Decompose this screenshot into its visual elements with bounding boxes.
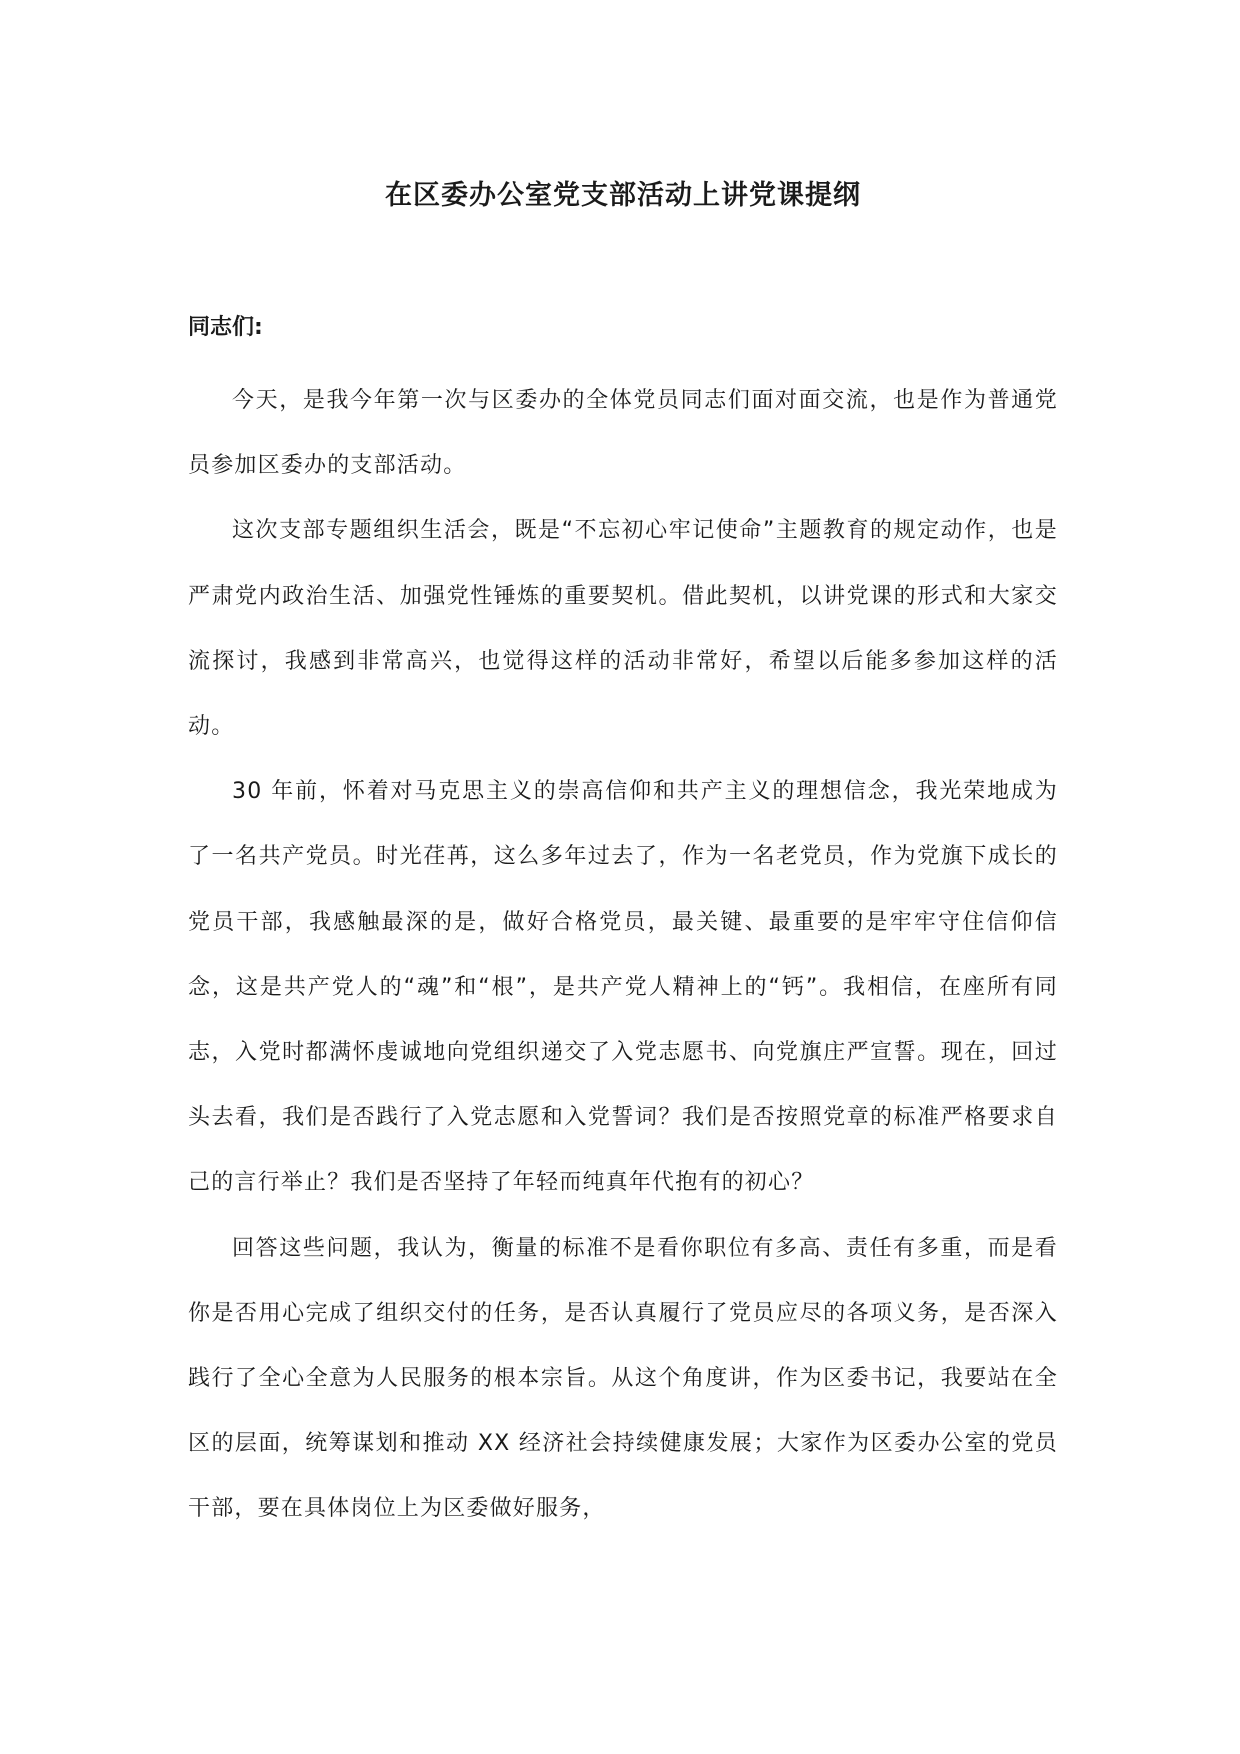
document-title: 在区委办公室党支部活动上讲党课提纲: [385, 180, 861, 211]
paragraph-3: 30 年前，怀着对马克思主义的崇高信仰和共产主义的理想信念，我光荣地成为了一名共产党员。时光荏苒，这么多年过去了，作为一名老党员，作为党旗下成长的党员干部，我感触最深的是，做好合格党员，最关键、最重要的是牢牢守住信仰信念，这是共产党人的“魂”和“根”，是共产党人精神上的“钙”。我相信，在座所有同志，入党时都满怀虔诚地向党组织递交了入党志愿书、向党旗庄严宣誓。现在，回过头去看，我们是否践行了入党志愿和入党誓词？我们是否按照党章的标准严格要求自己的言行举止？我们是否坚持了年轻而纯真年代抱有的初心？: [188, 779, 1058, 1196]
paragraph-1: 今天，是我今年第一次与区委办的全体党员同志们面对面交流，也是作为普通党员参加区委办的支部活动。: [188, 388, 1058, 479]
paragraph-4: 回答这些问题，我认为，衡量的标准不是看你职位有多高、责任有多重，而是看你是否用心完成了组织交付的任务，是否认真履行了党员应尽的各项义务，是否深入践行了全心全意为人民服务的根本宗旨。从这个角度讲，作为区委书记，我要站在全区的层面，统筹谋划和推动 XX 经济社会持续健康发展；大家作为区委办公室的党员干部，要在具体岗位上为区委做好服务，: [188, 1235, 1058, 1522]
document-body: [188, 368, 1058, 1542]
paragraph-2: 这次支部专题组织生活会，既是“不忘初心牢记使命”主题教育的规定动作，也是严肃党内政治生活、加强党性锤炼的重要契机。借此契机，以讲党课的形式和大家交流探讨，我感到非常高兴，也觉得这样的活动非常好，希望以后能多参加这样的活动。: [188, 518, 1058, 740]
salutation: 同志们:: [188, 315, 263, 340]
document-page: [188, 0, 1058, 1754]
